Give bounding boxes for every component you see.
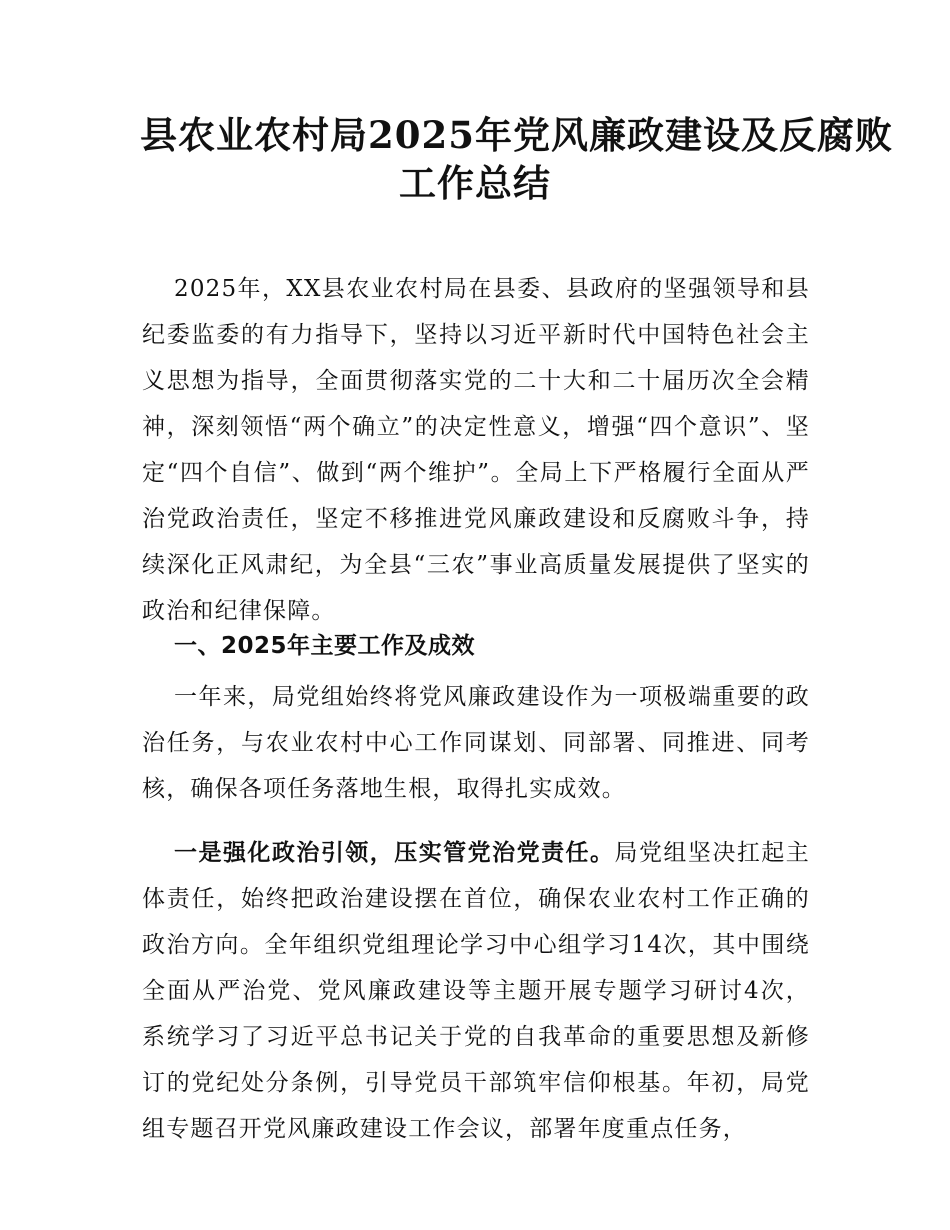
item-1-body: 局党组坚决扛起主体责任，始终把政治建设摆在首位，确保农业农村工作正确的政治方向。全年组织党组理论学习中心组学习14次，其中围绕全面从严治党、党风廉政建设等主题开展专题学习研讨4次，系统学习了习近平总书记关于党的自我革命的重要思想及新修订的党纪处分条例，引导党员干部筑牢信仰根基。年初，局党组专题召开党风廉政建设工作会议，部署年度重点任务， <box>142 840 810 1142</box>
section-1-intro-paragraph: 一年来，局党组始终将党风廉政建设作为一项极端重要的政治任务，与农业农村中心工作同谋划、同部署、同推进、同考核，确保各项任务落地生根，取得扎实成效。 <box>142 684 810 802</box>
section-1-heading: 一、2025年主要工作及成效 <box>174 633 476 659</box>
item-1-lead: 一是强化政治引领，压实管党治党责任。 <box>174 839 615 866</box>
document-title-line-1: 县农业农村局2025年党风廉政建设及反腐败 <box>140 113 893 157</box>
document-title-line-2: 工作总结 <box>399 161 551 205</box>
intro-paragraph: 2025年，XX县农业农村局在县委、县政府的坚强领导和县纪委监委的有力指导下，坚持以习近平新时代中国特色社会主义思想为指导，全面贯彻落实党的二十大和二十届历次全会精神，深刻领悟“两个确立”的决定性意义，增强“四个意识”、坚定“四个自信”、做到“两个维护”。全局上下严格履行全面从严治党政治责任，坚定不移推进党风廉政建设和反腐败斗争，持续深化正风肃纪，为全县“三农”事业高质量发展提供了坚实的政治和纪律保障。 <box>142 276 810 624</box>
item-1-paragraph <box>142 830 810 1152</box>
